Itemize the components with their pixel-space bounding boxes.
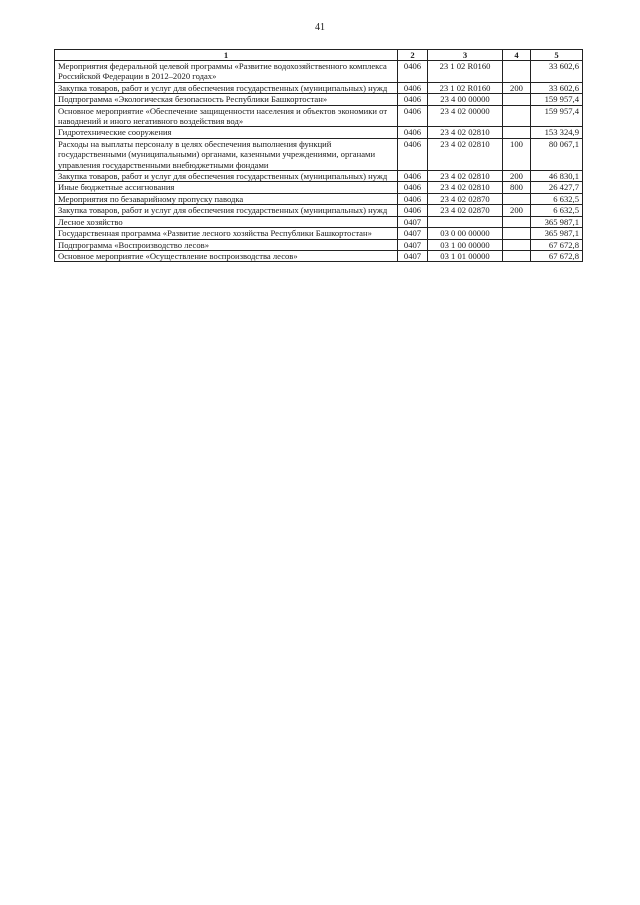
page-number: 41 bbox=[315, 22, 325, 33]
row-vr-cell bbox=[503, 228, 531, 239]
row-section-cell: 0407 bbox=[398, 228, 428, 239]
row-name-cell: Гидротехнические сооружения bbox=[55, 127, 398, 138]
row-csr-cell: 23 4 02 02810 bbox=[428, 171, 503, 182]
column-header-5: 5 bbox=[531, 50, 583, 61]
row-sum-cell: 153 324,9 bbox=[531, 127, 583, 138]
table-row bbox=[55, 94, 583, 105]
row-name-cell: Лесное хозяйство bbox=[55, 216, 398, 227]
row-name-cell: Подпрограмма «Воспроизводство лесов» bbox=[55, 239, 398, 250]
row-section-cell: 0406 bbox=[398, 94, 428, 105]
row-name-cell: Закупка товаров, работ и услуг для обеспечения государственных (муниципальных) нужд bbox=[55, 205, 398, 216]
row-section-cell: 0406 bbox=[398, 205, 428, 216]
row-name-cell: Подпрограмма «Экологическая безопасность Республики Башкортостан» bbox=[55, 94, 398, 105]
table-row bbox=[55, 138, 583, 170]
row-sum-cell: 159 957,4 bbox=[531, 105, 583, 127]
row-csr-cell: 23 4 02 02810 bbox=[428, 182, 503, 193]
column-header-1: 1 bbox=[55, 50, 398, 61]
row-csr-cell: 23 1 02 R0160 bbox=[428, 82, 503, 93]
row-vr-cell bbox=[503, 127, 531, 138]
row-section-cell: 0406 bbox=[398, 105, 428, 127]
row-name-cell: Закупка товаров, работ и услуг для обеспечения государственных (муниципальных) нужд bbox=[55, 171, 398, 182]
column-header-3: 3 bbox=[428, 50, 503, 61]
row-vr-cell: 200 bbox=[503, 82, 531, 93]
table-row bbox=[55, 205, 583, 216]
row-name-cell: Закупка товаров, работ и услуг для обеспечения государственных (муниципальных) нужд bbox=[55, 82, 398, 93]
budget-table bbox=[54, 49, 583, 262]
row-name-cell: Мероприятия по безаварийному пропуску паводка bbox=[55, 193, 398, 204]
table-row bbox=[55, 193, 583, 204]
row-section-cell: 0407 bbox=[398, 216, 428, 227]
row-section-cell: 0406 bbox=[398, 127, 428, 138]
row-name-cell: Основное мероприятие «Обеспечение защищенности населения и объектов экономики от наводнений и иного негативного воздействия вод» bbox=[55, 105, 398, 127]
row-name-cell: Расходы на выплаты персоналу в целях обеспечения выполнения функций государственными (муниципальными) органами, казенными учреждениями, органами управления государственными внебюджетными фондами bbox=[55, 138, 398, 170]
row-csr-cell: 23 4 02 02870 bbox=[428, 205, 503, 216]
row-csr-cell: 03 1 01 00000 bbox=[428, 250, 503, 261]
row-vr-cell: 200 bbox=[503, 205, 531, 216]
row-name-cell: Основное мероприятие «Осуществление воспроизводства лесов» bbox=[55, 250, 398, 261]
row-csr-cell: 23 4 00 00000 bbox=[428, 94, 503, 105]
table-row bbox=[55, 171, 583, 182]
row-vr-cell bbox=[503, 250, 531, 261]
row-csr-cell: 23 1 02 R0160 bbox=[428, 61, 503, 83]
row-csr-cell bbox=[428, 216, 503, 227]
row-name-cell: Иные бюджетные ассигнования bbox=[55, 182, 398, 193]
table-row bbox=[55, 239, 583, 250]
row-section-cell: 0406 bbox=[398, 138, 428, 170]
row-section-cell: 0407 bbox=[398, 250, 428, 261]
row-sum-cell: 365 987,1 bbox=[531, 216, 583, 227]
row-vr-cell: 800 bbox=[503, 182, 531, 193]
row-csr-cell: 23 4 02 02810 bbox=[428, 138, 503, 170]
table-row bbox=[55, 82, 583, 93]
row-name-cell: Государственная программа «Развитие лесного хозяйства Республики Башкортостан» bbox=[55, 228, 398, 239]
row-section-cell: 0406 bbox=[398, 61, 428, 83]
row-vr-cell bbox=[503, 61, 531, 83]
row-section-cell: 0406 bbox=[398, 182, 428, 193]
row-csr-cell: 03 1 00 00000 bbox=[428, 239, 503, 250]
row-vr-cell bbox=[503, 193, 531, 204]
table-row bbox=[55, 127, 583, 138]
table-row bbox=[55, 105, 583, 127]
table-row bbox=[55, 182, 583, 193]
table-row bbox=[55, 61, 583, 83]
row-section-cell: 0406 bbox=[398, 193, 428, 204]
row-vr-cell bbox=[503, 239, 531, 250]
row-sum-cell: 33 602,6 bbox=[531, 82, 583, 93]
row-sum-cell: 67 672,8 bbox=[531, 239, 583, 250]
row-sum-cell: 33 602,6 bbox=[531, 61, 583, 83]
table-body bbox=[55, 61, 583, 262]
table-row bbox=[55, 228, 583, 239]
row-csr-cell: 23 4 02 02810 bbox=[428, 127, 503, 138]
row-csr-cell: 23 4 02 00000 bbox=[428, 105, 503, 127]
row-sum-cell: 6 632,5 bbox=[531, 193, 583, 204]
row-csr-cell: 03 0 00 00000 bbox=[428, 228, 503, 239]
row-sum-cell: 46 830,1 bbox=[531, 171, 583, 182]
row-vr-cell bbox=[503, 94, 531, 105]
row-name-cell: Мероприятия федеральной целевой программы «Развитие водохозяйственного комплекса Российской Федерации в 2012–2020 годах» bbox=[55, 61, 398, 83]
row-section-cell: 0406 bbox=[398, 82, 428, 93]
row-sum-cell: 67 672,8 bbox=[531, 250, 583, 261]
row-vr-cell bbox=[503, 216, 531, 227]
row-sum-cell: 6 632,5 bbox=[531, 205, 583, 216]
table-row bbox=[55, 250, 583, 261]
row-sum-cell: 80 067,1 bbox=[531, 138, 583, 170]
table-row bbox=[55, 216, 583, 227]
table-header-row bbox=[55, 50, 583, 61]
column-header-2: 2 bbox=[398, 50, 428, 61]
row-section-cell: 0406 bbox=[398, 171, 428, 182]
row-vr-cell: 200 bbox=[503, 171, 531, 182]
row-csr-cell: 23 4 02 02870 bbox=[428, 193, 503, 204]
column-header-4: 4 bbox=[503, 50, 531, 61]
row-vr-cell bbox=[503, 105, 531, 127]
row-section-cell: 0407 bbox=[398, 239, 428, 250]
row-vr-cell: 100 bbox=[503, 138, 531, 170]
row-sum-cell: 26 427,7 bbox=[531, 182, 583, 193]
row-sum-cell: 159 957,4 bbox=[531, 94, 583, 105]
row-sum-cell: 365 987,1 bbox=[531, 228, 583, 239]
